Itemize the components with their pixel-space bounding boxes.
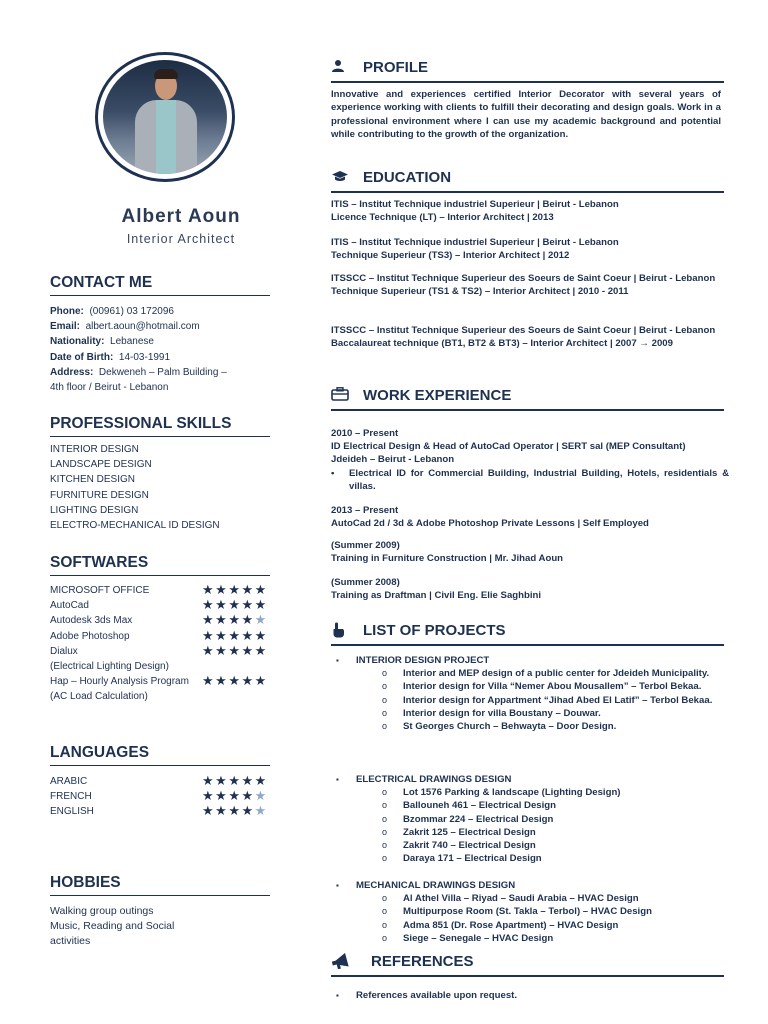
education-entry: ITIS – Institut Technique industriel Superieur | Beirut - Lebanon Licence Technique (LT) – Interior Architect | 2013: [331, 199, 619, 224]
list-item: o Interior design for Villa “Nemer Abou Mousallem” – Terbol Bekaa.: [331, 680, 746, 693]
item-label: Hap – Hourly Analysis Program: [50, 676, 189, 688]
references-heading: REFERENCES: [331, 953, 724, 977]
education-entry: ITSSCC – Institut Technique Superieur des Soeurs de Saint Coeur | Beirut - Lebanon Technique Superieur (TS1 & TS2) – Interior Architect | 2010 - 2011: [331, 273, 716, 298]
list-item: [50, 583, 280, 598]
list-item: o Zakrit 125 – Electrical Design: [331, 826, 751, 839]
softwares-heading: SOFTWARES: [50, 554, 270, 576]
briefcase-icon: [331, 387, 357, 404]
rating-stars: [202, 612, 268, 627]
hobbies-list: [50, 904, 250, 950]
star-icon: ★: [202, 612, 216, 628]
list-item: FURNITURE DESIGN: [50, 489, 149, 501]
star-icon: ★: [202, 788, 216, 804]
item-label: AutoCad: [50, 600, 89, 612]
rating-stars: [202, 803, 268, 818]
languages-list: [50, 774, 280, 820]
list-item: • Electrical ID for Commercial Building, Industrial Building, Hotels, residentials & villas.: [331, 467, 729, 493]
hobbies-heading: HOBBIES: [50, 874, 270, 896]
star-icon: ★: [228, 788, 242, 804]
contact-address-line2: 4th floor / Beirut - Lebanon: [50, 382, 169, 394]
star-icon: ★: [254, 627, 268, 643]
list-item: o Bzommar 224 – Electrical Design: [331, 813, 751, 826]
item-label: Adobe Photoshop: [50, 630, 130, 642]
star-icon: ★: [215, 642, 229, 658]
work-entry: (Summer 2008) Training as Draftman | Civil Eng. Elie Saghbini: [331, 577, 542, 602]
skills-list: [50, 442, 280, 533]
pointing-hand-icon: [331, 622, 357, 641]
star-icon: ★: [254, 612, 268, 628]
star-icon: ★: [254, 773, 268, 788]
contact-heading: CONTACT ME: [50, 274, 270, 296]
list-item: [50, 804, 280, 819]
star-icon: ★: [228, 612, 242, 628]
star-icon: ★: [241, 773, 255, 788]
list-item: [50, 598, 280, 613]
star-icon: ★: [254, 642, 268, 658]
star-icon: ★: [228, 773, 242, 788]
work-entry: 2013 – Present AutoCad 2d / 3d & Adobe Photoshop Private Lessons | Self Employed: [331, 505, 649, 530]
list-item: Music, Reading and Social: [50, 920, 175, 933]
work-entry: (Summer 2009) Training in Furniture Construction | Mr. Jihad Aoun: [331, 540, 564, 565]
star-icon: ★: [202, 642, 216, 658]
project-group-title: ▪ ELECTRICAL DRAWINGS DESIGN: [331, 773, 751, 786]
list-item: o Interior and MEP design of a public center for Jdeideh Municipality.: [331, 667, 746, 680]
work-heading: WORK EXPERIENCE: [331, 387, 724, 411]
projects-electrical: [331, 773, 751, 865]
list-item: o Al Athel Villa – Riyad – Saudi Arabia – HVAC Design: [331, 892, 751, 905]
list-item: LIGHTING DESIGN: [50, 504, 139, 516]
list-item: LANDSCAPE DESIGN: [50, 459, 152, 471]
rating-stars: [202, 643, 268, 658]
list-item: ▪ References available upon request.: [331, 989, 751, 1002]
list-item: Walking group outings: [50, 905, 154, 917]
star-icon: ★: [215, 582, 229, 597]
list-item: [50, 644, 280, 659]
projects-mechanical: [331, 879, 751, 945]
star-icon: ★: [202, 582, 216, 597]
profile-text: Innovative and experiences certified Interior Decorator with several years of experience working with clients to fulfill their decorating and design goals. Work in a professional environment where I can use my academic background and potential while contributing to the growth of the organization.: [331, 89, 721, 141]
rating-stars: [202, 628, 268, 643]
candidate-title: Interior Architect: [126, 232, 236, 246]
project-group-title: ▪ MECHANICAL DRAWINGS DESIGN: [331, 879, 751, 892]
profile-heading: PROFILE: [331, 59, 724, 83]
star-icon: ★: [215, 788, 229, 804]
star-icon: ★: [241, 673, 255, 689]
star-icon: ★: [241, 597, 255, 613]
education-entry: ITIS – Institut Technique industriel Superieur | Beirut - Lebanon Technique Superieur (TS3) – Interior Architect | 2012: [331, 237, 619, 262]
star-icon: ★: [254, 597, 268, 613]
list-item: KITCHEN DESIGN: [50, 474, 136, 486]
star-icon: ★: [241, 582, 255, 597]
star-icon: ★: [254, 582, 268, 597]
list-item: o Lot 1576 Parking & landscape (Lighting Design): [331, 786, 751, 799]
star-icon: ★: [241, 803, 255, 819]
projects-interior: [331, 654, 751, 733]
list-item: o Adma 851 (Dr. Rose Apartment) – HVAC Design: [331, 919, 751, 932]
contact-nationality: Nationality: Lebanese: [50, 336, 154, 348]
rating-stars: [202, 597, 268, 612]
item-label: FRENCH: [50, 791, 92, 803]
languages-heading: LANGUAGES: [50, 744, 270, 766]
star-icon: ★: [241, 612, 255, 628]
item-label: MICROSOFT OFFICE: [50, 585, 150, 596]
project-group-title: ▪ INTERIOR DESIGN PROJECT: [331, 654, 751, 667]
contact-list: [50, 304, 272, 395]
item-label: (Electrical Lighting Design): [50, 660, 169, 672]
contact-address: Address: Dekweneh – Palm Building –: [50, 366, 227, 378]
projects-heading: LIST OF PROJECTS: [331, 622, 724, 646]
list-item: o Daraya 171 – Electrical Design: [331, 852, 751, 865]
star-icon: ★: [215, 612, 229, 628]
megaphone-icon: [331, 953, 357, 972]
list-item: o Siege – Senegale – HVAC Design: [331, 932, 751, 945]
education-entry: ITSSCC – Institut Technique Superieur des Soeurs de Saint Coeur | Beirut - Lebanon Baccalaureat technique (BT1, BT2 & BT3) – Interior Architect | 2007 → 2009: [331, 325, 716, 350]
profile-photo: [95, 52, 235, 182]
star-icon: ★: [215, 803, 229, 819]
list-item: o Ballouneh 461 – Electrical Design: [331, 799, 751, 812]
star-icon: ★: [228, 597, 242, 613]
star-icon: ★: [202, 597, 216, 613]
list-item: [50, 789, 280, 804]
softwares-list: [50, 583, 280, 705]
rating-stars: [202, 673, 268, 688]
education-heading: EDUCATION: [331, 169, 724, 193]
list-item: activities: [50, 935, 91, 948]
contact-email: Email: albert.aoun@hotmail.com: [50, 321, 200, 333]
rating-stars: [202, 773, 268, 788]
item-label: ARABIC: [50, 776, 88, 787]
references-text: [331, 989, 751, 1002]
star-icon: ★: [254, 788, 268, 804]
star-icon: ★: [215, 597, 229, 613]
item-label: ENGLISH: [50, 806, 94, 818]
star-icon: ★: [241, 642, 255, 658]
item-label: (AC Load Calculation): [50, 691, 148, 703]
star-icon: ★: [254, 803, 268, 819]
list-item: [50, 674, 280, 689]
list-item: o Interior design for villa Boustany – Douwar.: [331, 707, 746, 720]
star-icon: ★: [215, 773, 229, 788]
list-item: [50, 613, 280, 628]
star-icon: ★: [202, 673, 216, 689]
item-label: Autodesk 3ds Max: [50, 615, 133, 627]
list-item: ELECTRO-MECHANICAL ID DESIGN: [50, 519, 220, 531]
star-icon: ★: [228, 673, 242, 689]
star-icon: ★: [241, 627, 255, 643]
list-item: [50, 629, 280, 644]
star-icon: ★: [254, 673, 268, 689]
star-icon: ★: [228, 642, 242, 658]
list-item: INTERIOR DESIGN: [50, 444, 139, 455]
rating-stars: [202, 582, 268, 597]
list-item: [50, 689, 280, 704]
work-entry: 2010 – Present ID Electrical Design & Head of AutoCad Operator | SERT sal (MEP Consultant) Jdeideh – Beirut - Lebanon • Electrical ID for Commercial Building, Industrial Building, Hotels, residentials & villas.: [331, 427, 729, 493]
list-item: [50, 774, 280, 789]
star-icon: ★: [215, 673, 229, 689]
star-icon: ★: [202, 773, 216, 788]
list-item: o Multipurpose Room (St. Takla – Terbol) – HVAC Design: [331, 905, 751, 918]
list-item: [50, 659, 280, 674]
graduation-cap-icon: [331, 169, 357, 185]
list-item: o St Georges Church – Behwayta – Door Design.: [331, 720, 746, 733]
star-icon: ★: [228, 627, 242, 643]
star-icon: ★: [202, 803, 216, 819]
rating-stars: [202, 788, 268, 803]
skills-heading: PROFESSIONAL SKILLS: [50, 415, 270, 437]
list-item: o Interior design for Appartment “Jihad Abed El Latif” – Terbol Bekaa.: [331, 694, 746, 707]
item-label: Dialux: [50, 645, 78, 657]
star-icon: ★: [228, 803, 242, 819]
star-icon: ★: [241, 788, 255, 804]
person-icon: [331, 59, 357, 76]
star-icon: ★: [228, 582, 242, 597]
list-item: o Zakrit 740 – Electrical Design: [331, 839, 751, 852]
star-icon: ★: [202, 627, 216, 643]
candidate-name: Albert Aoun: [121, 206, 241, 227]
contact-phone: Phone: (00961) 03 172096: [50, 306, 174, 317]
contact-dob: Date of Birth: 14-03-1991: [50, 351, 171, 363]
star-icon: ★: [215, 627, 229, 643]
